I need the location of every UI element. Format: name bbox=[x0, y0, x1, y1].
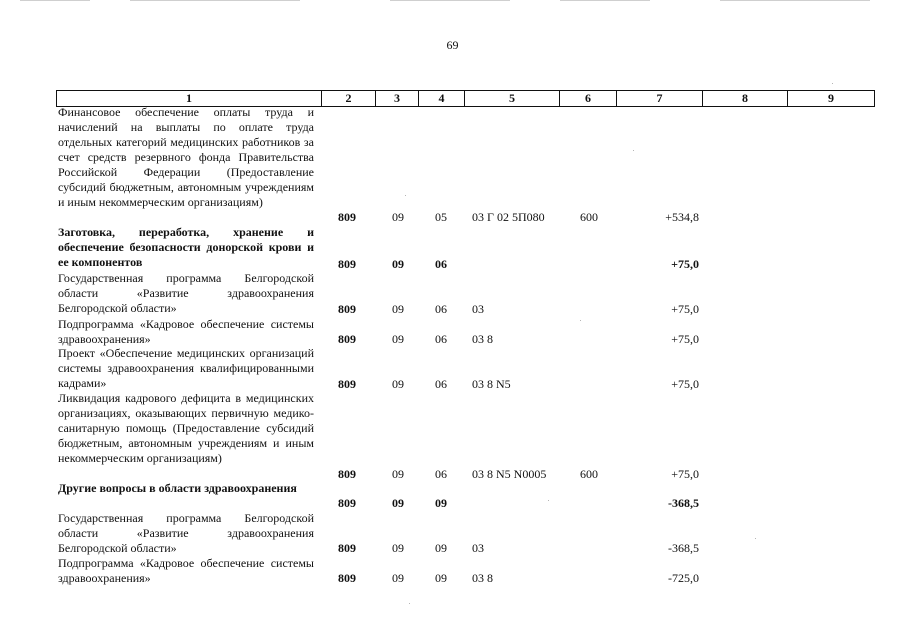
row-code-section: 09 bbox=[392, 332, 404, 346]
row-code-ministry: 809 bbox=[338, 210, 356, 224]
row-amount: +534,8 bbox=[665, 210, 699, 224]
row-code-expense-type: 600 bbox=[580, 467, 598, 481]
column-header-5: 5 bbox=[465, 91, 560, 107]
column-header-6: 6 bbox=[560, 91, 617, 107]
column-header-3: 3 bbox=[376, 91, 419, 107]
row-code-target: 03 Г 02 5П080 bbox=[472, 210, 545, 224]
row-code-ministry: 809 bbox=[338, 257, 356, 271]
row-amount: -725,0 bbox=[668, 571, 699, 585]
column-header-4: 4 bbox=[419, 91, 465, 107]
row-code-ministry: 809 bbox=[338, 541, 356, 555]
row-code-target: 03 bbox=[472, 541, 484, 555]
row-amount: -368,5 bbox=[668, 496, 699, 510]
column-header-8: 8 bbox=[703, 91, 788, 107]
column-header-2: 2 bbox=[322, 91, 376, 107]
row-code-target: 03 8 bbox=[472, 571, 493, 585]
row-code-subsection: 06 bbox=[435, 377, 447, 391]
row-description: Подпрограмма «Кадровое обеспечение системы здравоохранения» bbox=[58, 556, 314, 585]
row-code-ministry: 809 bbox=[338, 496, 356, 510]
row-code-target: 03 8 bbox=[472, 332, 493, 346]
column-header-9: 9 bbox=[788, 91, 875, 107]
row-code-subsection: 05 bbox=[435, 210, 447, 224]
row-amount: +75,0 bbox=[671, 257, 699, 271]
row-code-ministry: 809 bbox=[338, 571, 356, 585]
row-code-subsection: 06 bbox=[435, 332, 447, 346]
row-code-target: 03 bbox=[472, 302, 484, 316]
row-code-section: 09 bbox=[392, 571, 404, 585]
column-header-7: 7 bbox=[617, 91, 703, 107]
row-amount: -368,5 bbox=[668, 541, 699, 555]
row-amount: +75,0 bbox=[671, 332, 699, 346]
row-amount: +75,0 bbox=[671, 467, 699, 481]
row-description: Ликвидация кадрового дефицита в медицинских организациях, оказывающих первичную медико-санитарную помощь (Предоставление субсидий бюджетным, автономным учреждениям и иным некоммерческим организациям) bbox=[58, 391, 314, 465]
row-code-ministry: 809 bbox=[338, 332, 356, 346]
row-amount: +75,0 bbox=[671, 302, 699, 316]
row-description: Финансовое обеспечение оплаты труда и начислений на выплаты по оплате труда отдельных категорий медицинских работников за счет средств резервного фонда Правительства Российской Федерации (Предоставление субсидий бюджетным, автономным учреждениям и иным некоммерческим организациям) bbox=[58, 105, 314, 209]
row-code-section: 09 bbox=[392, 541, 404, 555]
row-code-section: 09 bbox=[392, 302, 404, 316]
row-code-subsection: 09 bbox=[435, 541, 447, 555]
page-number: 69 bbox=[446, 38, 459, 52]
row-code-target: 03 8 N5 bbox=[472, 377, 511, 391]
row-description: Государственная программа Белгородской области «Развитие здравоохранения Белгородской области» bbox=[58, 271, 314, 315]
row-description: Государственная программа Белгородской области «Развитие здравоохранения Белгородской области» bbox=[58, 511, 314, 555]
row-code-section: 09 bbox=[392, 377, 404, 391]
row-code-target: 03 8 N5 N0005 bbox=[472, 467, 547, 481]
row-code-ministry: 809 bbox=[338, 377, 356, 391]
row-code-ministry: 809 bbox=[338, 467, 356, 481]
row-code-subsection: 06 bbox=[435, 257, 447, 271]
row-description: Проект «Обеспечение медицинских организаций системы здравоохранения квалифицированными кадрами» bbox=[58, 346, 314, 390]
row-description: Заготовка, переработка, хранение и обеспечение безопасности донорской крови и ее компонентов bbox=[58, 225, 314, 269]
row-code-section: 09 bbox=[392, 467, 404, 481]
row-code-subsection: 06 bbox=[435, 467, 447, 481]
row-amount: +75,0 bbox=[671, 377, 699, 391]
row-code-subsection: 09 bbox=[435, 571, 447, 585]
row-code-section: 09 bbox=[392, 496, 404, 510]
row-code-expense-type: 600 bbox=[580, 210, 598, 224]
row-code-ministry: 809 bbox=[338, 302, 356, 316]
row-code-section: 09 bbox=[392, 257, 404, 271]
row-code-subsection: 06 bbox=[435, 302, 447, 316]
column-header-1: 1 bbox=[57, 91, 322, 107]
row-code-section: 09 bbox=[392, 210, 404, 224]
row-description: Другие вопросы в области здравоохранения bbox=[58, 481, 297, 495]
row-description: Подпрограмма «Кадровое обеспечение системы здравоохранения» bbox=[58, 317, 314, 346]
row-code-subsection: 09 bbox=[435, 496, 447, 510]
